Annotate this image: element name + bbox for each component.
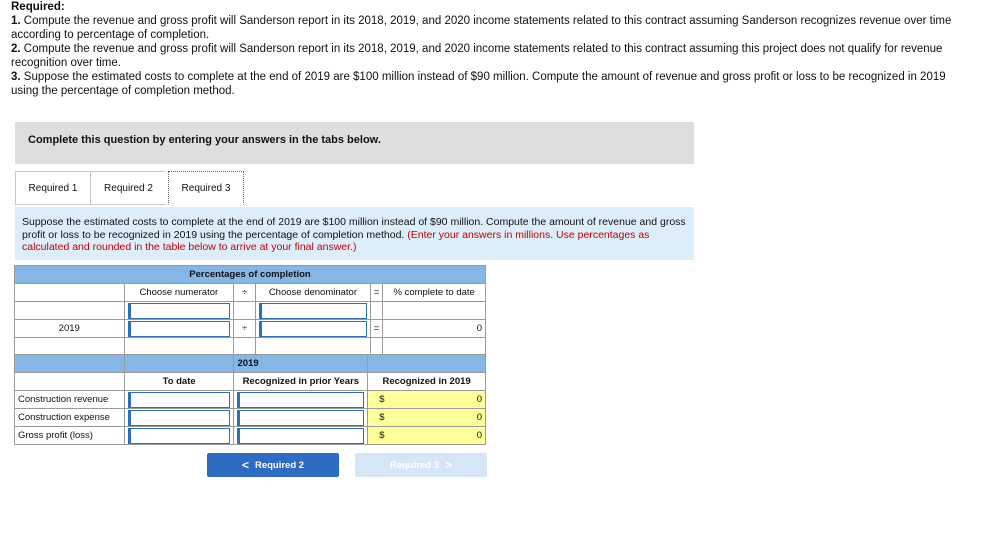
- requirement-2: 2. Compute the revenue and gross profit will Sanderson report in its 2018, 2019, and 2020 income statements related to this contract assuming this project does not qualify for revenue recognition over time.: [11, 43, 943, 69]
- construction-expense-label: Construction expense: [15, 409, 125, 427]
- divide-sign: ÷: [234, 284, 256, 302]
- divide-sign-2019: ÷: [234, 320, 256, 338]
- profit-to-date-input[interactable]: [128, 428, 231, 444]
- denominator-input-2019[interactable]: [259, 321, 367, 337]
- result-header: % complete to date: [383, 284, 486, 302]
- chevron-left-icon: <: [241, 458, 249, 472]
- expense-prior-input[interactable]: [237, 410, 364, 426]
- instructions-panel: [15, 207, 694, 260]
- prev-button-label: Required 2: [254, 459, 305, 471]
- percent-complete-2019: 0: [383, 320, 486, 338]
- gross-profit-label: Gross profit (loss): [15, 427, 125, 445]
- prior-years-header: Recognized in prior Years: [234, 373, 368, 391]
- year-header: 2019: [234, 355, 368, 373]
- numerator-select-row1[interactable]: [128, 303, 231, 319]
- revenue-prior-input[interactable]: [237, 392, 364, 408]
- instructions-text: Suppose the estimated costs to complete at the end of 2019 are $100 million instead of $90 million. Compute the amount of revenue and gross profit or loss to be recognized in 2019 using the percentage of completion method.: [22, 216, 686, 241]
- profit-current-cell: $ 0: [368, 427, 486, 445]
- tab-required-1[interactable]: Required 1: [15, 171, 90, 205]
- expense-to-date-input[interactable]: [128, 410, 231, 426]
- prev-required-2-button[interactable]: [207, 453, 339, 477]
- numerator-input-2019[interactable]: [128, 321, 231, 337]
- equals-sign: =: [370, 284, 383, 302]
- current-year-header: Recognized in 2019: [368, 373, 486, 391]
- year-2019-label: 2019: [15, 320, 125, 338]
- percent-complete-table: [14, 265, 486, 356]
- tab-required-2[interactable]: Required 2: [90, 171, 166, 205]
- construction-revenue-label: Construction revenue: [15, 391, 125, 409]
- percent-table-title: Percentages of completion: [15, 266, 486, 284]
- revenue-recognition-table: [14, 354, 486, 445]
- next-required-3-button[interactable]: [355, 453, 487, 477]
- equals-sign-2019: =: [370, 320, 383, 338]
- required-title: Required:: [11, 1, 65, 13]
- requirement-3: 3. Suppose the estimated costs to complete at the end of 2019 are $100 million instead of $90 million. Compute the amount of revenue and gross profit or loss to be recognized in 2019 using the percentage of completion method.: [11, 71, 946, 97]
- instructions-note: (Enter your answers in millions. Use percentages as calculated and rounded in the table below to arrive at your final answer.): [22, 228, 650, 253]
- tab-bar: [15, 171, 244, 205]
- denominator-header: Choose denominator: [256, 284, 371, 302]
- requirement-1: 1. Compute the revenue and gross profit will Sanderson report in its 2018, 2019, and 2020 income statements related to this contract assuming Sanderson recognizes revenue over time according to percentage of completion.: [11, 15, 952, 41]
- revenue-to-date-input[interactable]: [128, 392, 231, 408]
- denominator-select-row1[interactable]: [259, 303, 367, 319]
- profit-prior-input[interactable]: [237, 428, 364, 444]
- requirements-section: [11, 0, 971, 98]
- chevron-right-icon: >: [445, 458, 453, 472]
- expense-current-cell: $ 0: [368, 409, 486, 427]
- revenue-current-cell: $ 0: [368, 391, 486, 409]
- tab-required-3[interactable]: Required 3: [168, 171, 244, 205]
- complete-question-banner: Complete this question by entering your answers in the tabs below.: [15, 122, 694, 164]
- numerator-header: Choose numerator: [124, 284, 234, 302]
- to-date-header: To date: [124, 373, 234, 391]
- next-button-label: Required 3: [389, 459, 440, 471]
